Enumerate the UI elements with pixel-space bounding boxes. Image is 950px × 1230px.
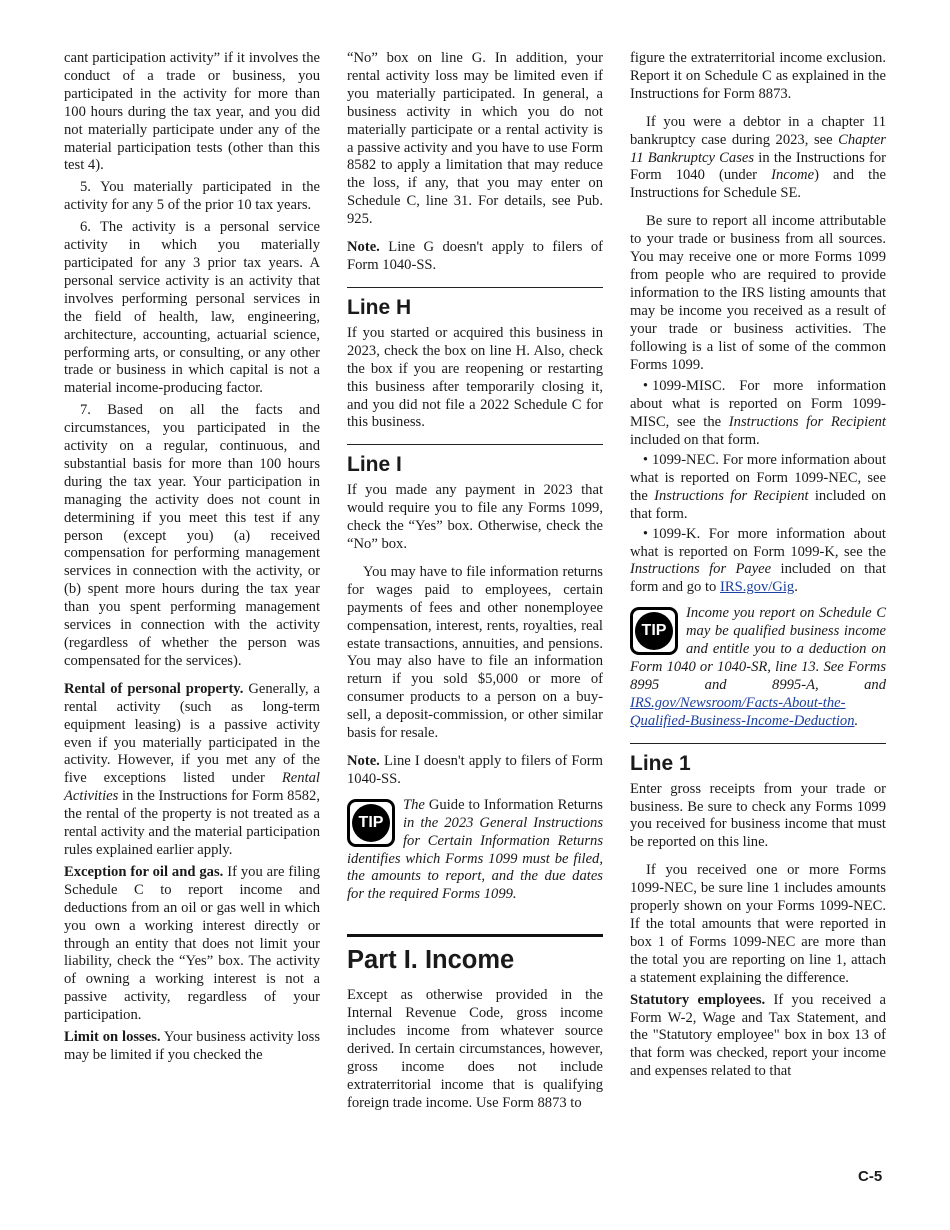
bullet-text: 1099-K. For more information about what is reported on Form 1099-K, see the xyxy=(630,525,886,560)
paragraph-line-h: If you started or acquired this business in 2023, check the box on line H. Also, check the box if you are reopening or restarting this business after temporarily closing it, and you did not file a 2022 Schedule C for this business. xyxy=(347,324,603,431)
paragraph-line-1-1: Enter gross receipts from your trade or business. Be sure to check any Forms 1099 you received for business income that must be reported on this line. xyxy=(630,780,886,851)
rental-activities-ref: Rental Activities xyxy=(64,770,320,805)
tip-icon-label: TIP xyxy=(635,612,673,650)
bullet-text: included on that form and go to xyxy=(630,561,887,596)
runin-heading-rental: Rental of personal property. xyxy=(64,680,244,697)
bullet-end: . xyxy=(794,579,798,596)
column-left xyxy=(64,50,320,1069)
paragraph-oil-gas xyxy=(64,864,320,1025)
statutory-text: If you received a Form W-2, Wage and Tax Statement, and the "Statutory employee" box in box 13 of that form was checked, report your income and expenses related to that xyxy=(630,991,886,1080)
bullet-1099-k xyxy=(630,526,886,598)
tip-icon xyxy=(347,799,395,847)
bankruptcy-text-c: ) and the Instructions for Schedule SE. xyxy=(630,167,886,202)
bullet-ref: Instructions for Recipient xyxy=(654,487,809,504)
runin-heading-statutory: Statutory employees. xyxy=(630,991,766,1008)
paragraph-rental-personal-property xyxy=(64,681,320,860)
note-line-i xyxy=(347,753,603,789)
tip-information-returns xyxy=(347,797,603,904)
paragraph-line-1-2: If you received one or more Forms 1099-NEC, be sure line 1 includes amounts properly shown on your Forms 1099-NEC. If the total amounts that were reported in box 1 of Forms 1099-NEC are more than the total you are reporting on line 1, attach a statement explaining the difference. xyxy=(630,862,886,986)
bankruptcy-ref: Chapter 11 Bankruptcy Cases xyxy=(630,131,886,166)
tip-end: . xyxy=(854,712,859,729)
heading-part-i-income: Part I. Income xyxy=(347,934,603,975)
runin-heading-oil-gas: Exception for oil and gas. xyxy=(64,863,224,880)
rental-text-b: in the Instructions for Form 8582, the rental of the property is not treated as a rental activity and the material participation rules explained earlier apply. xyxy=(64,788,320,858)
paragraph-part-i: Except as otherwise provided in the Internal Revenue Code, gross income includes income from whatever source derived. In certain circumstances, however, gross income does not include extraterritorial income that is qualifying foreign trade income. Use Form 8873 to xyxy=(347,987,603,1111)
bullet-ref: Instructions for Recipient xyxy=(728,414,886,431)
paragraph-test-5: 5. You materially participated in the activity for any 5 of the prior 10 tax years. xyxy=(64,179,320,214)
link-irs-qbi[interactable]: IRS.gov/Newsroom/Facts-About-the-Qualified-Business-Income-Deduction xyxy=(630,694,855,729)
note-text: Line I doesn't apply to filers of Form 1040-SS. xyxy=(347,753,603,787)
bullet-ref: Instructions for Payee xyxy=(630,561,772,578)
note-line-g xyxy=(347,239,603,275)
tip-icon-label: TIP xyxy=(352,804,390,842)
paragraph-line-i-2: You may have to file information returns for wages paid to employees, certain payments of fees and other nonemployee compensation, interest, rents, royalties, real estate transactions, annuities, and pensions. You may also have to file an information return if you sold $5,000 or more of consumer products to a person on a buy-sell, a deposit-commission, or other similar basis for resale. xyxy=(347,563,603,742)
heading-line-1: Line 1 xyxy=(630,743,886,776)
heading-line-h: Line H xyxy=(347,287,603,320)
rental-text-a: Generally, a rental activity (such as long-term equipment leasing) is a passive activity even if you materially participated in the activity. However, if you met any of the five exceptions listed under xyxy=(64,680,320,787)
column-right xyxy=(630,50,886,1085)
bankruptcy-text-b: in the Instructions for Form 1040 (under xyxy=(630,149,886,184)
paragraph-bankruptcy xyxy=(630,114,886,204)
paragraph-statutory-employees xyxy=(630,992,886,1082)
paragraph-continuation: figure the extraterritorial income exclusion. Report it on Schedule C as explained in the Instructions for Form 8873. xyxy=(630,50,886,102)
income-ref: Income xyxy=(771,167,815,184)
paragraph-test-6: 6. The activity is a personal service activity in which you materially participated for any 3 prior tax years. A personal service activity is an activity that involves performing personal services in the field of health, law, engineering, architecture, accounting, actuarial science, performing arts, or consulting, or any other trade or business in which capital is not a material income-producing factor. xyxy=(64,219,320,397)
link-irs-gig[interactable]: IRS.gov/Gig xyxy=(720,579,795,596)
note-label: Note. xyxy=(347,753,380,769)
paragraph-continuation: cant participation activity” if it involves the conduct of a trade or business, you participated in the activity for more than 100 hours during the tax year, and you did not materially participate under any of the material participation tests (other than this test 4). xyxy=(64,50,320,174)
bullet-1099-misc xyxy=(630,378,886,450)
bullet-1099-nec xyxy=(630,452,886,524)
bankruptcy-text-a: If you were a debtor in a chapter 11 bankruptcy case during 2023, see xyxy=(630,113,886,148)
tip-text-c: in the 2023 General Instructions for Certain Information Returns identifies which Forms 1099 must be filed, the amounts to report, and the due dates for the required Forms 1099. xyxy=(347,814,603,903)
bullet-text: included on that form. xyxy=(630,487,887,522)
note-text: Line G doesn't apply to filers of Form 1040-SS. xyxy=(347,239,603,273)
note-label: Note. xyxy=(347,239,380,256)
tip-text-a: The xyxy=(403,796,425,813)
bullet-text: 1099-MISC. For more information about what is reported on Form 1099-MISC, see the xyxy=(630,378,886,431)
paragraph-continuation: “No” box on line G. In addition, your rental activity loss may be limited even if you materially participated. In general, a business activity in which you do not materially participate or a rental activity is a passive activity and you have to use Form 8582 to apply a limitation that may reduce the loss, if any, that you may enter on Schedule C, line 31. For details, see Pub. 925. xyxy=(347,50,603,228)
page-number: C-5 xyxy=(858,1168,883,1185)
tip-text: Income you report on Schedule C may be qualified business income and entitle you to a deduction on Form 1040 or 1040-SR, line 13. See Forms 8995 and 8995-A, and xyxy=(630,605,886,693)
tip-icon xyxy=(630,607,678,655)
limit-text: Your business activity loss may be limited if you checked the xyxy=(64,1029,320,1063)
paragraph-limit-losses xyxy=(64,1029,320,1065)
paragraph-report-all-income: Be sure to report all income attributable to your trade or business from all sources. You may receive one or more Forms 1099 from people who are required to provide information to the IRS listing amounts that may be income you received as a result of your trade or business activities. The following is a list of some of the common Forms 1099. xyxy=(630,213,886,373)
oil-gas-text: If you are filing Schedule C to report income and deductions from an oil or gas well in which you own a working interest directly or through an entity that does not limit your liability, check the “Yes” box. The activity of owning a working interest is not a passive activity, regardless of your participation. xyxy=(64,863,320,1024)
tip-guide-title: Guide to Information Returns xyxy=(428,796,603,813)
heading-line-i: Line I xyxy=(347,444,603,477)
paragraph-line-i-1: If you made any payment in 2023 that would require you to file any Forms 1099, check the “Yes” box. Otherwise, check the “No” box. xyxy=(347,482,603,553)
column-middle xyxy=(347,50,603,1117)
paragraph-test-7: 7. Based on all the facts and circumstances, you participated in the activity on a regular, continuous, and substantial basis for more than 100 hours during the tax year. Your participation in managing the activity does not count in determining if you meet this test if any person (except you) (a) received compensation for performing management services in connection with the activity, or (b) spent more hours during the tax year than you spent performing management services in connection with the activity (regardless of whether the person was compensated for the services). xyxy=(64,402,320,669)
bullet-text: included on that form. xyxy=(630,432,760,449)
runin-heading-limit: Limit on losses. xyxy=(64,1029,161,1046)
tip-qbi-deduction xyxy=(630,605,886,730)
bullet-text: 1099-NEC. For more information about what is reported on Form 1099-NEC, see the xyxy=(630,452,886,504)
